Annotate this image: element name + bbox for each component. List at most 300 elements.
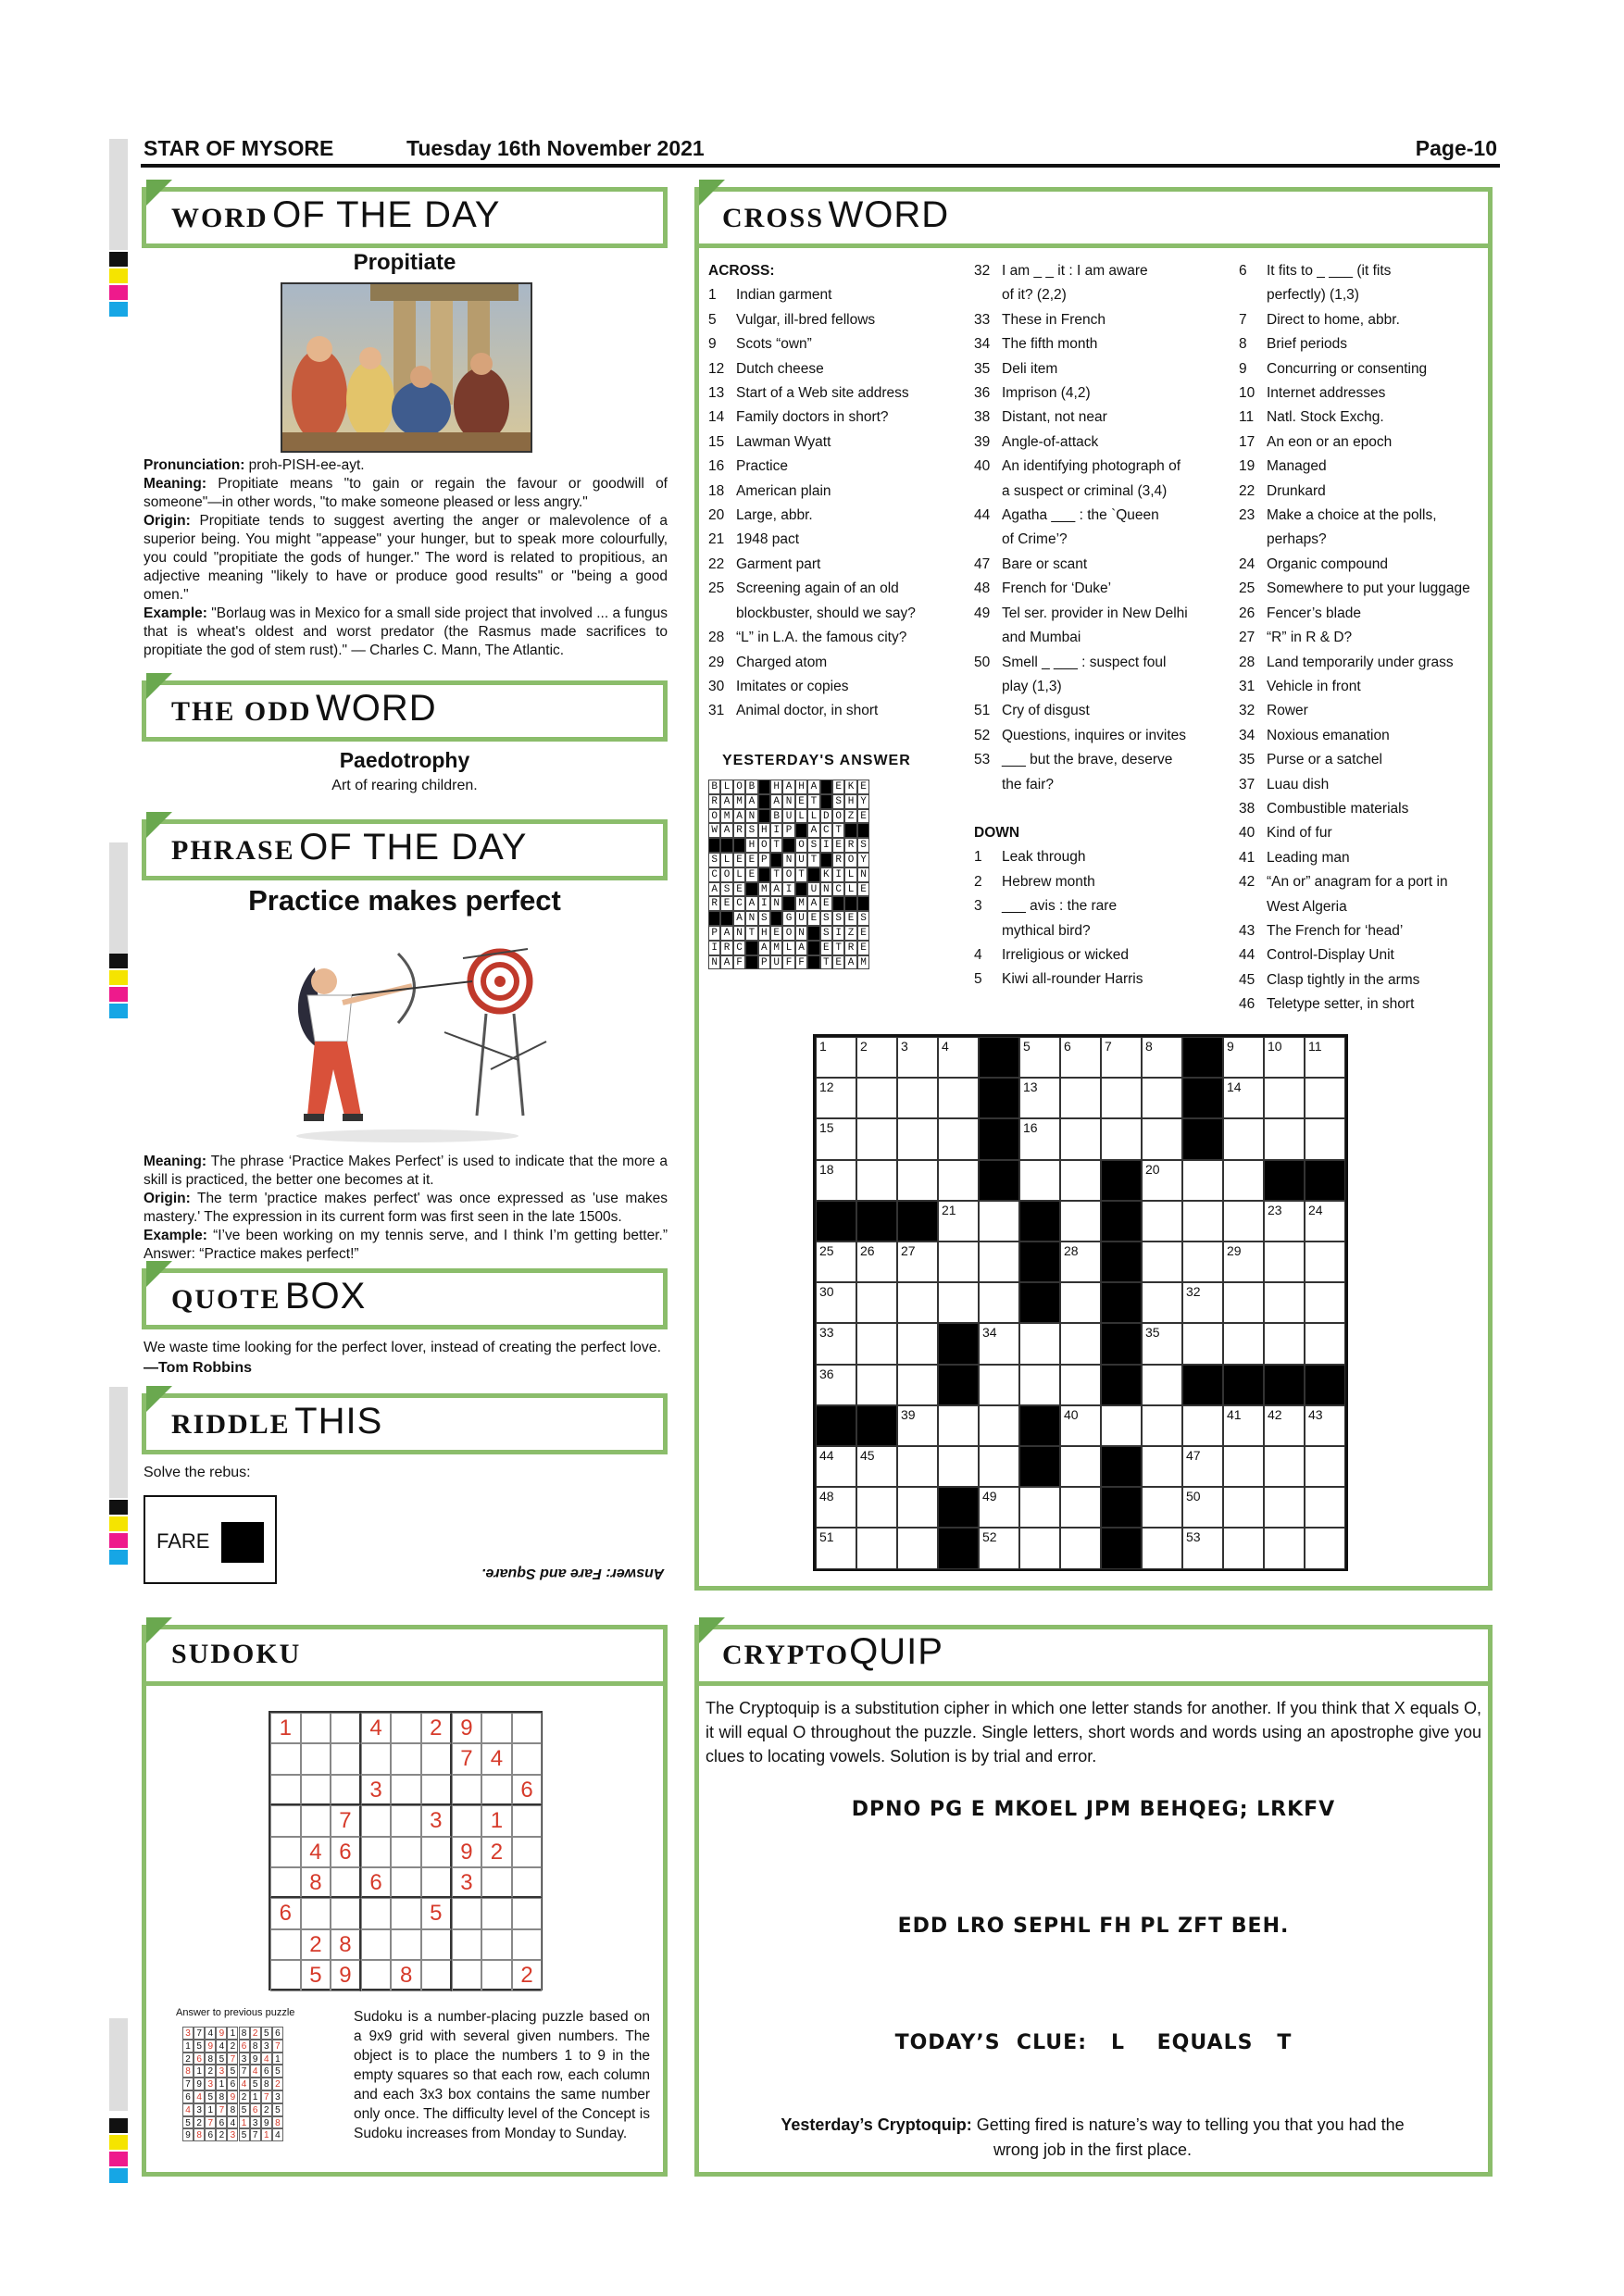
answer-cell: T: [807, 853, 819, 867]
answer-block: [844, 896, 856, 911]
answer-label: Answer to previous puzzle: [176, 2007, 295, 2018]
sudoku-cell[interactable]: [331, 1775, 361, 1805]
answer-cell: S: [857, 911, 869, 926]
sudoku-cell[interactable]: [512, 1929, 543, 1960]
sudoku-cell[interactable]: [391, 1867, 421, 1898]
sudoku-cell[interactable]: 3: [421, 1805, 452, 1836]
crossword-cell[interactable]: [1142, 1201, 1182, 1242]
clue-text: Family doctors in short?: [736, 409, 889, 426]
crossword-cell[interactable]: [856, 1528, 897, 1568]
sudoku-cell[interactable]: [512, 1805, 543, 1836]
answer-cell: E: [844, 911, 856, 926]
answer-cell: A: [720, 794, 732, 809]
crossword-cell[interactable]: [1223, 1118, 1264, 1159]
answer-cell: 4: [227, 2116, 238, 2129]
crossword-cell[interactable]: [1305, 1446, 1345, 1487]
sudoku-cell[interactable]: 5: [421, 1898, 452, 1928]
crossword-cell[interactable]: [1142, 1365, 1182, 1405]
clue-text: Garment part: [736, 555, 821, 572]
answer-cell: 1: [272, 2053, 283, 2065]
crossword-cell[interactable]: [897, 1282, 938, 1323]
crossword-cell[interactable]: [979, 1365, 1019, 1405]
answer-cell: P: [782, 823, 794, 838]
crossword-cell[interactable]: 39: [897, 1405, 938, 1446]
crossword-cell[interactable]: [1019, 1160, 1060, 1201]
sudoku-cell[interactable]: [421, 1960, 452, 1990]
crossword-cell[interactable]: 16: [1019, 1118, 1060, 1159]
sudoku-cell[interactable]: [512, 1898, 543, 1928]
clue-row: [974, 332, 1224, 356]
sudoku-cell[interactable]: [270, 1837, 301, 1867]
crossword-cell[interactable]: 25: [816, 1242, 856, 1282]
clue-number: 33: [974, 311, 991, 328]
sudoku-cell[interactable]: [421, 1929, 452, 1960]
sudoku-cell[interactable]: [452, 1960, 482, 1990]
crossword-cell[interactable]: 50: [1182, 1487, 1223, 1528]
crossword-cell[interactable]: 41: [1223, 1405, 1264, 1446]
answer-cell: F: [795, 955, 807, 970]
sudoku-cell[interactable]: [391, 1898, 421, 1928]
crossword-cell[interactable]: [1060, 1487, 1101, 1528]
crossword-cell[interactable]: [1305, 1242, 1345, 1282]
sudoku-cell[interactable]: 2: [301, 1929, 331, 1960]
sudoku-cell[interactable]: [452, 1805, 482, 1836]
sudoku-cell[interactable]: [481, 1867, 512, 1898]
crossword-cell[interactable]: [938, 1282, 979, 1323]
crossword-cell[interactable]: 18: [816, 1160, 856, 1201]
clue-row: [708, 430, 940, 455]
clue-text: Smell _ ___ : suspect foul: [1002, 654, 1167, 670]
clue-number: 48: [974, 580, 991, 597]
crossword-cell[interactable]: [938, 1242, 979, 1282]
crossword-cell[interactable]: 24: [1305, 1201, 1345, 1242]
crossword-cell[interactable]: 3: [897, 1037, 938, 1078]
sudoku-cell[interactable]: 4: [301, 1837, 331, 1867]
crossword-cell[interactable]: [938, 1160, 979, 1201]
crossword-cell[interactable]: [1305, 1528, 1345, 1568]
sudoku-cell[interactable]: [452, 1898, 482, 1928]
crossword-cell[interactable]: [1142, 1405, 1182, 1446]
crossword-cell[interactable]: [1182, 1160, 1223, 1201]
swatch-cyan: [109, 1004, 128, 1018]
answer-cell: R: [844, 838, 856, 853]
crossword-cell[interactable]: 49: [979, 1487, 1019, 1528]
answer-cell: 4: [216, 2040, 227, 2053]
sudoku-cell[interactable]: [361, 1929, 392, 1960]
sudoku-cell[interactable]: 2: [421, 1713, 452, 1743]
clue-text: An eon or an epoch: [1267, 433, 1393, 450]
crossword-cell[interactable]: [897, 1160, 938, 1201]
sudoku-cell[interactable]: [421, 1867, 452, 1898]
sudoku-cell[interactable]: [361, 1805, 392, 1836]
crossword-cell[interactable]: [1223, 1282, 1264, 1323]
clue-number: 5: [974, 971, 982, 988]
sudoku-cell[interactable]: [301, 1743, 331, 1774]
crossword-cell[interactable]: 45: [856, 1446, 897, 1487]
crossword-cell[interactable]: 13: [1019, 1078, 1060, 1118]
answer-block: [807, 955, 819, 970]
crossword-cell[interactable]: [856, 1323, 897, 1364]
answer-cell: 9: [250, 2053, 261, 2065]
crossword-cell[interactable]: [1060, 1528, 1101, 1568]
crossword-cell[interactable]: 36: [816, 1365, 856, 1405]
crossword-cell[interactable]: 21: [938, 1201, 979, 1242]
answer-cell: 1: [250, 2090, 261, 2103]
crossword-cell[interactable]: [979, 1201, 1019, 1242]
sudoku-cell[interactable]: [361, 1743, 392, 1774]
sudoku-cell[interactable]: 8: [391, 1960, 421, 1990]
answer-cell: Z: [844, 809, 856, 824]
crossword-cell[interactable]: [1101, 1405, 1142, 1446]
sudoku-cell[interactable]: [331, 1743, 361, 1774]
sudoku-cell[interactable]: [391, 1775, 421, 1805]
clue-number: 44: [1239, 947, 1255, 964]
sudoku-cell[interactable]: [452, 1929, 482, 1960]
crossword-cell[interactable]: [897, 1323, 938, 1364]
crossword-cell[interactable]: 52: [979, 1528, 1019, 1568]
sudoku-cell[interactable]: [331, 1713, 361, 1743]
crossword-cell[interactable]: [979, 1405, 1019, 1446]
answer-cell: 9: [182, 2128, 194, 2141]
sudoku-cell[interactable]: 4: [481, 1743, 512, 1774]
word-of-day-word: Propitiate: [353, 250, 456, 275]
sudoku-cell[interactable]: [512, 1713, 543, 1743]
crossword-cell[interactable]: [979, 1242, 1019, 1282]
crossword-cell[interactable]: [1305, 1078, 1345, 1118]
crossword-cell[interactable]: [856, 1160, 897, 1201]
clue-number: 11: [1239, 409, 1255, 426]
crossword-cell[interactable]: [897, 1487, 938, 1528]
sudoku-cell[interactable]: [391, 1929, 421, 1960]
crossword-cell[interactable]: [1142, 1446, 1182, 1487]
crossword-cell[interactable]: [897, 1446, 938, 1487]
crossword-cell[interactable]: [897, 1365, 938, 1405]
crossword-cell[interactable]: 43: [1305, 1405, 1345, 1446]
crossword-cell[interactable]: [1264, 1487, 1305, 1528]
crossword-cell[interactable]: [1223, 1446, 1264, 1487]
crossword-cell[interactable]: [1060, 1323, 1101, 1364]
crossword-cell[interactable]: 4: [938, 1037, 979, 1078]
sudoku-cell[interactable]: [361, 1898, 392, 1928]
crossword-cell[interactable]: [1264, 1118, 1305, 1159]
sudoku-cell[interactable]: 2: [512, 1960, 543, 1990]
crossword-cell[interactable]: [938, 1446, 979, 1487]
answer-cell: 9: [227, 2090, 238, 2103]
issue-date: Tuesday 16th November 2021: [406, 136, 705, 160]
crossword-cell[interactable]: [1060, 1201, 1101, 1242]
sudoku-cell[interactable]: 5: [301, 1960, 331, 1990]
crossword-cell[interactable]: [897, 1528, 938, 1568]
clue-text: Rower: [1267, 703, 1308, 719]
crossword-cell[interactable]: 32: [1182, 1282, 1223, 1323]
crossword-cell[interactable]: [1264, 1446, 1305, 1487]
crossword-cell[interactable]: [938, 1405, 979, 1446]
crossword-cell[interactable]: [1264, 1242, 1305, 1282]
crossword-cell[interactable]: 12: [816, 1078, 856, 1118]
clue-row: [974, 870, 1224, 894]
crossword-cell[interactable]: 27: [897, 1242, 938, 1282]
crossword-cell[interactable]: [938, 1118, 979, 1159]
clue-row: [974, 357, 1224, 381]
crossword-cell[interactable]: [1019, 1528, 1060, 1568]
answer-cell: F: [782, 955, 794, 970]
crossword-cell[interactable]: [856, 1487, 897, 1528]
riddle-title: RIDDLE THIS: [171, 1401, 383, 1441]
clue-number: 26: [1239, 605, 1255, 621]
sudoku-cell[interactable]: 6: [331, 1837, 361, 1867]
crossword-cell[interactable]: 6: [1060, 1037, 1101, 1078]
sudoku-cell[interactable]: [391, 1805, 421, 1836]
answer-cell: 6: [182, 2090, 194, 2103]
sudoku-cell[interactable]: [270, 1929, 301, 1960]
crossword-cell[interactable]: 47: [1182, 1446, 1223, 1487]
crossword-cell[interactable]: [1060, 1118, 1101, 1159]
crossword-cell[interactable]: [1142, 1078, 1182, 1118]
crossword-block: [979, 1160, 1019, 1201]
crossword-cell[interactable]: [1060, 1446, 1101, 1487]
crossword-cell[interactable]: [897, 1118, 938, 1159]
sudoku-cell[interactable]: [512, 1743, 543, 1774]
sudoku-cell[interactable]: [421, 1775, 452, 1805]
sudoku-cell[interactable]: 8: [331, 1929, 361, 1960]
crossword-cell[interactable]: [856, 1282, 897, 1323]
crossword-cell[interactable]: [897, 1078, 938, 1118]
crossword-cell[interactable]: 7: [1101, 1037, 1142, 1078]
crossword-cell[interactable]: [1305, 1282, 1345, 1323]
crossword-cell[interactable]: [1142, 1528, 1182, 1568]
clue-text: Hebrew month: [1002, 873, 1095, 890]
crossword-cell[interactable]: 40: [1060, 1405, 1101, 1446]
sudoku-cell[interactable]: [391, 1713, 421, 1743]
sudoku-cell[interactable]: 2: [481, 1837, 512, 1867]
crossword-cell[interactable]: [1264, 1323, 1305, 1364]
crossword-cell[interactable]: [1019, 1323, 1060, 1364]
sudoku-cell[interactable]: [301, 1713, 331, 1743]
sudoku-cell[interactable]: [270, 1805, 301, 1836]
crossword-cell[interactable]: [938, 1078, 979, 1118]
crossword-cell[interactable]: 29: [1223, 1242, 1264, 1282]
sudoku-cell[interactable]: [301, 1805, 331, 1836]
crossword-cell[interactable]: [856, 1365, 897, 1405]
sudoku-cell[interactable]: [452, 1775, 482, 1805]
word-of-day-body: Pronunciation: proh-PISH-ee-ayt. Meaning: Propitiate means "to gain or regain the favour or goodwill of someone"—in other words, "to make someone pleased or less angry." Origin: Propitiate tends to suggest averting the anger or malevolence of a superior being. You might "appease" your hunger, but to speak more colourfully, you could "propitiate the gods of hunger." The word is related to propitious, an adjective meaning "likely to have or produce good results" or "being a good omen." Example: "Borlaug was in Mexico for a small side project that involved ... a fungus that is wheat's oldest and worst predator (the Rasmus made sacrifices to propitiate the god of stem rust)." — Charles C. Mann, The Atlantic.: [144, 457, 668, 658]
painting-image: [281, 282, 532, 453]
crossword-cell[interactable]: 9: [1223, 1037, 1264, 1078]
crossword-cell[interactable]: 10: [1264, 1037, 1305, 1078]
crossword-cell[interactable]: 51: [816, 1528, 856, 1568]
quote-text: We waste time looking for the perfect lover, instead of creating the perfect love. —Tom Robbins: [144, 1340, 662, 1376]
answer-cell: L: [782, 941, 794, 955]
sudoku-cell[interactable]: [481, 1713, 512, 1743]
crossword-cell[interactable]: [856, 1118, 897, 1159]
crossword-cell[interactable]: 42: [1264, 1405, 1305, 1446]
newspaper-name: STAR OF MYSORE: [144, 136, 334, 160]
crossword-cell[interactable]: [979, 1282, 1019, 1323]
crossword-cell[interactable]: 20: [1142, 1160, 1182, 1201]
crossword-cell[interactable]: 34: [979, 1323, 1019, 1364]
crossword-cell[interactable]: 28: [1060, 1242, 1101, 1282]
crossword-cell[interactable]: [1060, 1160, 1101, 1201]
crossword-cell[interactable]: [979, 1446, 1019, 1487]
answer-block: [807, 867, 819, 882]
todays-clue: TODAY’S CLUE: L EQUALS T: [894, 2031, 1293, 2054]
crossword-cell[interactable]: [1182, 1201, 1223, 1242]
answer-cell: 5: [216, 2053, 227, 2065]
sudoku-cell[interactable]: [270, 1775, 301, 1805]
sudoku-cell[interactable]: [481, 1898, 512, 1928]
clue-number: 22: [708, 555, 725, 572]
sudoku-cell[interactable]: 1: [270, 1713, 301, 1743]
sudoku-cell[interactable]: [270, 1867, 301, 1898]
crossword-cell[interactable]: 8: [1142, 1037, 1182, 1078]
crossword-cell[interactable]: [1264, 1528, 1305, 1568]
sudoku-cell[interactable]: 6: [512, 1775, 543, 1805]
crossword-cell[interactable]: [1142, 1487, 1182, 1528]
crossword-cell[interactable]: [1305, 1323, 1345, 1364]
crossword-cell[interactable]: [1182, 1242, 1223, 1282]
crossword-cell[interactable]: [1305, 1118, 1345, 1159]
crossword-cell[interactable]: [1223, 1201, 1264, 1242]
crossword-cell[interactable]: [1223, 1487, 1264, 1528]
crossword-cell[interactable]: [1060, 1365, 1101, 1405]
clue-row: [1239, 895, 1484, 919]
crossword-cell[interactable]: 23: [1264, 1201, 1305, 1242]
answer-cell: K: [820, 867, 832, 882]
crossword-cell[interactable]: 15: [816, 1118, 856, 1159]
crossword-cell[interactable]: [1264, 1282, 1305, 1323]
sudoku-cell[interactable]: [361, 1837, 392, 1867]
answer-cell: E: [820, 941, 832, 955]
sudoku-cell[interactable]: 6: [361, 1867, 392, 1898]
sudoku-cell[interactable]: [391, 1837, 421, 1867]
crossword-cell[interactable]: 5: [1019, 1037, 1060, 1078]
sudoku-cell[interactable]: [481, 1960, 512, 1990]
answer-cell: E: [770, 926, 782, 941]
answer-cell: S: [832, 911, 844, 926]
clue-text: Screening again of an old: [736, 580, 899, 597]
sudoku-cell[interactable]: 9: [452, 1713, 482, 1743]
crossword-cell[interactable]: [1142, 1242, 1182, 1282]
crossword-cell[interactable]: 11: [1305, 1037, 1345, 1078]
crossword-cell[interactable]: 53: [1182, 1528, 1223, 1568]
crossword-cell[interactable]: 33: [816, 1323, 856, 1364]
answer-cell: 3: [239, 2053, 250, 2065]
crossword-cell[interactable]: [1182, 1405, 1223, 1446]
sudoku-border-bottom: [142, 2172, 668, 2177]
crossword-cell[interactable]: 48: [816, 1487, 856, 1528]
answer-cell: 5: [239, 2103, 250, 2116]
crossword-cell[interactable]: [1019, 1365, 1060, 1405]
crossword-cell[interactable]: 1: [816, 1037, 856, 1078]
sudoku-cell[interactable]: [270, 1960, 301, 1990]
clue-row: [974, 602, 1224, 626]
clue-text: “An or” anagram for a port in: [1267, 874, 1448, 891]
crossword-cell[interactable]: [1223, 1528, 1264, 1568]
sudoku-cell[interactable]: [301, 1898, 331, 1928]
crossword-cell[interactable]: 26: [856, 1242, 897, 1282]
sudoku-cell[interactable]: [331, 1898, 361, 1928]
crossword-cell[interactable]: 14: [1223, 1078, 1264, 1118]
crossword-block: [979, 1078, 1019, 1118]
sudoku-cell[interactable]: [391, 1743, 421, 1774]
crossword-cell[interactable]: 30: [816, 1282, 856, 1323]
answer-cell: T: [832, 941, 844, 955]
sudoku-cell[interactable]: [512, 1867, 543, 1898]
answer-cell: 5: [261, 2027, 272, 2040]
crossword-cell[interactable]: [1223, 1160, 1264, 1201]
sudoku-cell[interactable]: 7: [331, 1805, 361, 1836]
crossword-cell[interactable]: 2: [856, 1037, 897, 1078]
sudoku-cell[interactable]: [512, 1837, 543, 1867]
crossword-cell[interactable]: [1182, 1323, 1223, 1364]
answer-cell: 4: [194, 2090, 205, 2103]
answer-cell: E: [857, 780, 869, 794]
crossword-cell[interactable]: [1060, 1078, 1101, 1118]
sudoku-cell[interactable]: 6: [270, 1898, 301, 1928]
sudoku-cell[interactable]: [331, 1867, 361, 1898]
clue-row: [974, 381, 1224, 406]
crossword-cell[interactable]: [1101, 1118, 1142, 1159]
cryptoquip-border-right: [1488, 1686, 1493, 2177]
clue-number: 36: [974, 385, 991, 402]
clue-row: [974, 748, 1224, 772]
crossword-cell[interactable]: 44: [816, 1446, 856, 1487]
sudoku-cell[interactable]: 3: [361, 1775, 392, 1805]
sudoku-cell[interactable]: [270, 1743, 301, 1774]
sudoku-cell[interactable]: 8: [301, 1867, 331, 1898]
crossword-cell[interactable]: [1142, 1282, 1182, 1323]
sudoku-cell[interactable]: 1: [481, 1805, 512, 1836]
answer-cell: H: [758, 926, 770, 941]
sudoku-cell[interactable]: [421, 1743, 452, 1774]
clue-text: The French for ‘head’: [1267, 922, 1404, 939]
sudoku-cell[interactable]: [481, 1775, 512, 1805]
crossword-cell[interactable]: [1264, 1078, 1305, 1118]
sudoku-cell[interactable]: [481, 1929, 512, 1960]
crossword-cell[interactable]: [856, 1078, 897, 1118]
odd-word-definition: Art of rearing children.: [331, 778, 478, 793]
sudoku-cell[interactable]: [301, 1775, 331, 1805]
crossword-block: [1101, 1365, 1142, 1405]
crossword-cell[interactable]: [1223, 1323, 1264, 1364]
crossword-grid[interactable]: [813, 1034, 1348, 1571]
clue-row: [708, 357, 940, 381]
sudoku-cell[interactable]: 9: [452, 1837, 482, 1867]
crossword-cell[interactable]: [1305, 1487, 1345, 1528]
sudoku-cell[interactable]: 9: [331, 1960, 361, 1990]
crossword-cell[interactable]: 35: [1142, 1323, 1182, 1364]
sudoku-cell[interactable]: 3: [452, 1867, 482, 1898]
crossword-block: [938, 1528, 979, 1568]
crossword-cell[interactable]: [1060, 1282, 1101, 1323]
clue-number: 24: [1239, 555, 1255, 572]
crossword-block: [856, 1201, 897, 1242]
sudoku-cell[interactable]: 4: [361, 1713, 392, 1743]
clue-number: 35: [974, 360, 991, 377]
clue-row: [1239, 381, 1484, 406]
clue-number: [974, 626, 1002, 650]
sudoku-grid[interactable]: [269, 1711, 543, 1990]
sudoku-cell[interactable]: [361, 1960, 392, 1990]
sudoku-cell[interactable]: [421, 1837, 452, 1867]
swatch-black: [109, 954, 128, 968]
crossword-cell[interactable]: [1101, 1078, 1142, 1118]
crossword-cell[interactable]: [1019, 1487, 1060, 1528]
sudoku-cell[interactable]: 7: [452, 1743, 482, 1774]
crossword-cell[interactable]: [1142, 1118, 1182, 1159]
answer-block: [745, 941, 757, 955]
clue-text: Teletype setter, in short: [1267, 996, 1415, 1013]
